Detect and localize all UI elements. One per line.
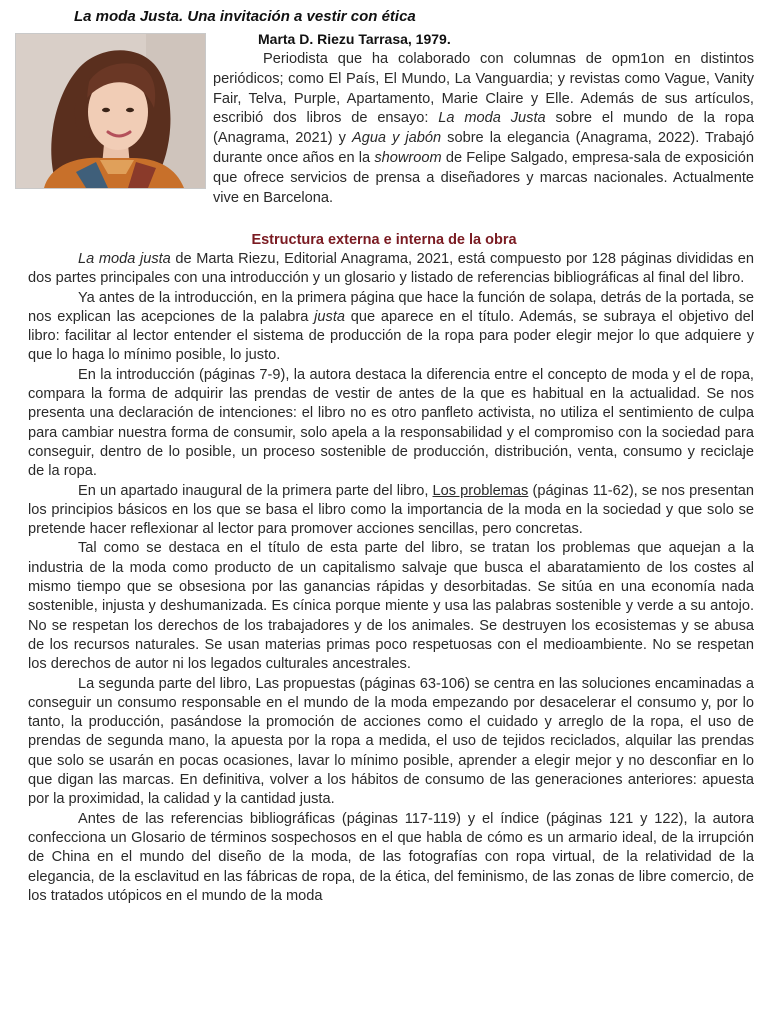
section-heading: Estructura externa e interna de la obra bbox=[251, 232, 517, 248]
paragraph: En la introducción (páginas 7-9), la autora destaca la diferencia entre el concepto de moda y el de ropa, compara la forma de adquirir las prendas de vestir de antes de la que es habitual en la actualidad. Se nos presenta una declaración de intenciones: el libro no es otro panfleto activista, no utiliza el sentimiento de culpa para cambiar nuestra forma de consumir, solo apela a la responsabilidad y el compromiso con la sociedad para conseguir, dentro de lo posible, un proceso sostenible de producción, distribución, venta, consumo y reciclaje de la ropa. bbox=[28, 366, 754, 480]
body-text bbox=[28, 250, 754, 906]
section-link-los-problemas: Los problemas bbox=[432, 482, 529, 499]
paragraph: La segunda parte del libro, Las propuestas (páginas 63-106) se centra en las soluciones encaminadas a conseguir un consumo responsable en el mundo de la moda empezando por desacelerar el consumo y, por lo tanto, la producción, pasándose la promoción de acciones como el cuidado y arreglo de la ropa, el uso de prendas de segunda mano, la apuesta por la ropa a medida, el uso de tejidos reciclados, alquilar las prendas que solo se usarán en pocas ocasiones, lavar lo mínimo posible, aprender a elegir mejor y no desconfiar en lo que digan las marcas. En definitiva, volver a los hábitos de consumo de las generaciones anteriores: apuesta por la proximidad, la calidad y la cantidad justa. bbox=[28, 675, 754, 808]
author-bio bbox=[213, 50, 754, 208]
bio-text: sobre el mundo de la ropa (Anagrama, 2021) y bbox=[213, 110, 755, 147]
bio-text: sobre la elegancia (Anagrama, 2022). Trabajó durante once años en la bbox=[213, 130, 754, 166]
paragraph bbox=[28, 250, 754, 289]
bio-book-title: Agua y jabón bbox=[351, 130, 442, 147]
author-photo bbox=[15, 33, 206, 189]
paragraph-text: Ya antes de la introducción, en la primera página que hace la función de solapa, detrás de la portada, se nos explican las acepciones de la palabra bbox=[28, 289, 754, 325]
bio-showroom-term: showroom bbox=[374, 149, 442, 166]
bio-text: de Felipe Salgado, empresa-sala de exposición que ofrece servicios de prensa a diseñadores y marcas nacionales. Actualmente vive en Barcelona. bbox=[213, 149, 754, 206]
bio-text: Periodista que ha colaborado con columnas de opm1on en distintos periódicos; como El País, El Mundo, La Vanguardia; y revistas como Vague, Vanity Fair, Telva, Purple, Apartamento, Marie Claire y Elle. Además de sus artículos, escribió dos libros de ensayo: bbox=[213, 51, 754, 127]
paragraph: Tal como se destaca en el título de esta parte del libro, se tratan los problemas que aquejan a la industria de la moda como producto de un capitalismo salvaje que busca el abaratamiento de los costes al mismo tiempo que se obsesiona por las ganancias rápidas y desorbitadas. Se sitúa en una economía nada sostenible, injusta y deshumanizada. Es cínica porque miente y usa las palabras sostenible y verde a su antojo. No se respetan los derechos de los trabajadores y de los animales. Se destruyen los ecosistemas y se abusa de los recursos naturales. Se usan materias primas poco respetuosas con el medioambiente. No se respetan los derechos de autor ni los legados culturales ancestrales. bbox=[28, 540, 754, 673]
author-name: Marta D. Riezu Tarrasa, 1979. bbox=[258, 31, 451, 47]
paragraph-text: En un apartado inaugural de la primera parte del libro, bbox=[78, 482, 433, 499]
document-title: La moda Justa. Una invitación a vestir con ética bbox=[74, 8, 416, 25]
paragraph bbox=[28, 482, 754, 540]
paragraph bbox=[28, 289, 754, 366]
paragraph: Antes de las referencias bibliográficas (páginas 117-119) y el índice (páginas 121 y 122), la autora confecciona un Glosario de términos sospechosos en el que habla de cómo es un armario ideal, de la irrupción de China en el mundo del diseño de la moda, de las fotografías con ropa virtual, de la relatividad de la elegancia, de la esclavitud en las fábricas de ropa, de la ética, del feminismo, de las zonas de libre comercio, de los tratados utópicos en el mundo de la moda bbox=[28, 810, 754, 904]
bio-book-title: La moda Justa bbox=[438, 110, 546, 127]
author-portrait-photo-icon bbox=[16, 34, 205, 188]
paragraph-text: de Marta Riezu, Editorial Anagrama, 2021, está compuesto por 128 páginas divididas en dos partes principales con una introducción y un glosario y listado de referencias bibliográficas al final del libro. bbox=[28, 251, 754, 287]
book-title: La moda justa bbox=[78, 251, 171, 267]
emphasized-word: justa bbox=[314, 308, 345, 325]
paragraph-text: (páginas 11-62), se nos presentan los principios básicos en los que se basa el libro como la importancia de la moda en la sociedad y que solo se pretende hacer reflexionar al lector para promover acciones sencillas, pero concretas. bbox=[28, 482, 754, 538]
paragraph-text: que aparece en el título. Además, se subraya el objetivo del libro: facilitar al lector entender el sistema de producción de la ropa para poder elegir mejor lo que adquiere y que lo haga lo mínimo posible, lo justo. bbox=[28, 308, 754, 364]
